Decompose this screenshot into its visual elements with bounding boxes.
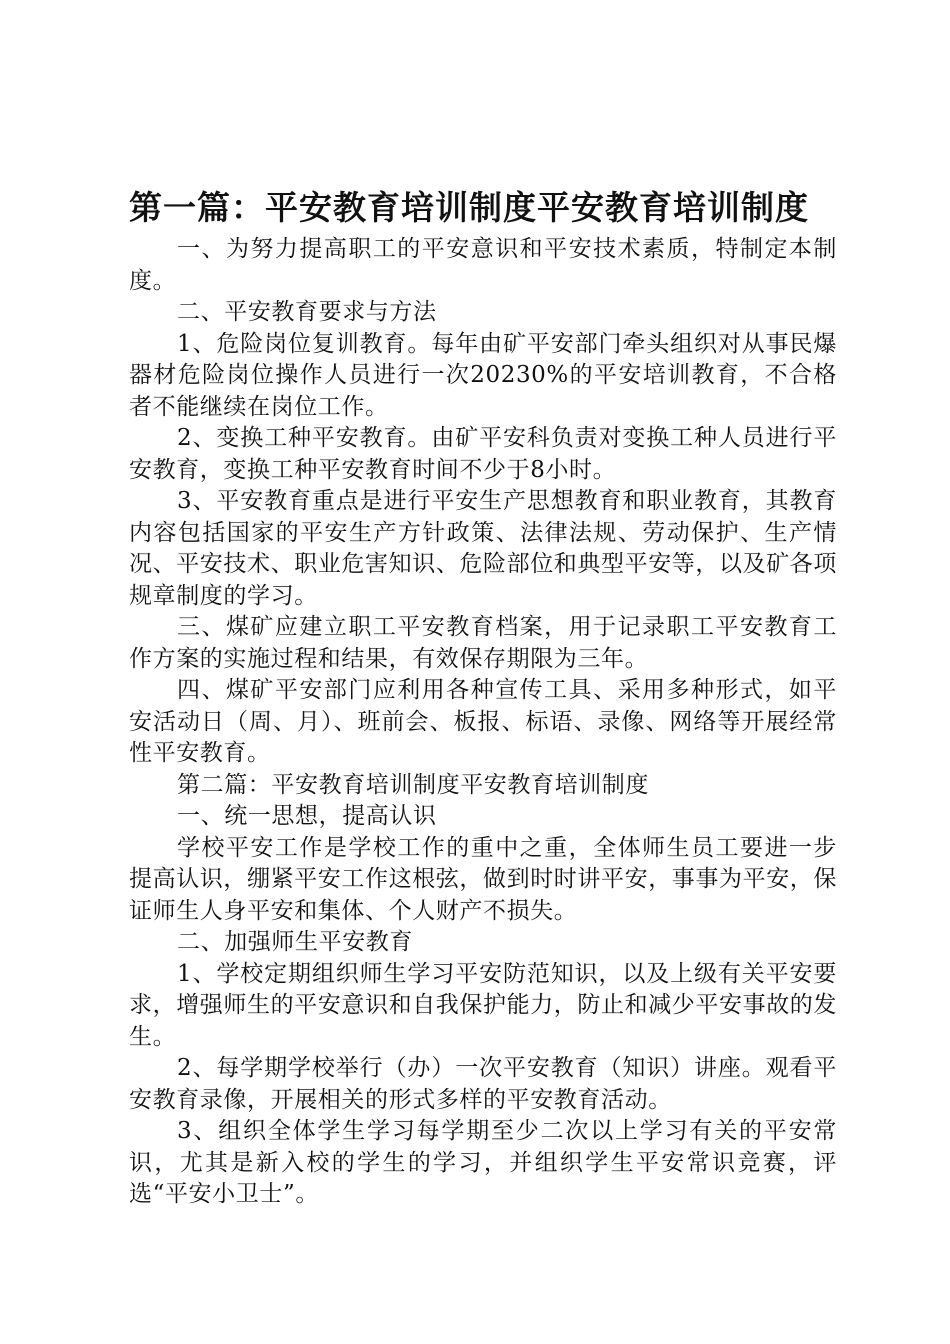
paragraph: 二、平安教育要求与方法 [177,299,437,325]
paragraph: 2、变换工种平安教育。由矿平安科负责对变换工种人员进行平安教育，变换工种平安教育时间不少于8小时。 [129,425,837,483]
paragraph: 1、学校定期组织师生学习平安防范知识，以及上级有关平安要求，增强师生的平安意识和自我保护能力，防止和减少平安事故的发生。 [129,960,837,1050]
section-heading: 第二篇：平安教育培训制度平安教育培训制度 [177,771,649,798]
paragraph: 二、加强师生平安教育 [177,929,413,955]
paragraph: 三、煤矿应建立职工平安教育档案，用于记录职工平安教育工作方案的实施过程和结果，有效保存期限为三年。 [129,614,837,672]
paragraph: 3、平安教育重点是进行平安生产思想教育和职业教育，其教育内容包括国家的平安生产方针政策、法律法规、劳动保护、生产情况、平安技术、职业危害知识、危险部位和典型平安等，以及矿各项规章制度的学习。 [129,488,837,609]
paragraph: 一、统一思想，提高认识 [177,803,437,829]
document-title: 第一篇：平安教育培训制度平安教育培训制度 [129,188,809,227]
paragraph: 四、煤矿平安部门应利用各种宣传工具、采用多种形式，如平安活动日（周、月）、班前会、板报、标语、录像、网络等开展经常性平安教育。 [129,677,837,766]
document-page [129,186,837,1211]
paragraph: 1、危险岗位复训教育。每年由矿平安部门牵头组织对从事民爆器材危险岗位操作人员进行一次20230%的平安培训教育，不合格者不能继续在岗位工作。 [129,330,837,420]
paragraph: 3、组织全体学生学习每学期至少二次以上学习有关的平安常识，尤其是新入校的学生的学习，并组织学生平安常识竞赛，评选“平安小卫士”。 [129,1118,837,1207]
paragraph: 学校平安工作是学校工作的重中之重，全体师生员工要进一步提高认识，绷紧平安工作这根弦，做到时时讲平安，事事为平安，保证师生人身平安和集体、个人财产不损失。 [129,834,837,924]
paragraph: 2、每学期学校举行（办）一次平安教育（知识）讲座。观看平安教育录像，开展相关的形式多样的平安教育活动。 [129,1055,837,1113]
paragraph: 一、为努力提高职工的平安意识和平安技术素质，特制定本制度。 [129,236,837,294]
